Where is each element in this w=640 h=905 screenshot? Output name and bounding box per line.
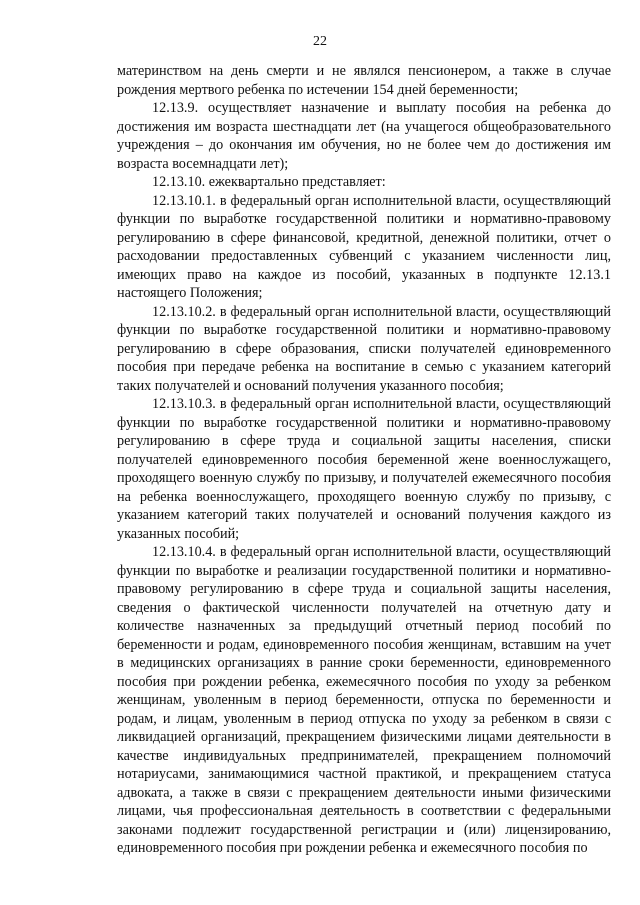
paragraph-12-13-10-2: 12.13.10.2. в федеральный орган исполнительной власти, осуществляющий функции по выработке государственной политики и нормативно-правовому регулированию в сфере образования, списки получателей единовременного пособия при передаче ребенка на воспитание в семью с указанием категорий таких получателей и оснований получения указанного пособия; <box>117 303 611 394</box>
paragraph-continuation: материнством на день смерти и не являлся пенсионером, а также в случае рождения мертвого ребенка по истечении 154 дней беременности; <box>117 63 611 98</box>
document-body <box>117 62 611 858</box>
paragraph-12-13-10-3: 12.13.10.3. в федеральный орган исполнительной власти, осуществляющий функции по выработке государственной политики и нормативно-правовому регулированию в сфере труда и социальной защиты населения, списки получателей единовременного пособия беременной жене военнослужащего, проходящего военную службу по призыву, и получателей ежемесячного пособия на ребенка военнослужащего, проходящего военную службу по призыву, с указанием категорий таких получателей и оснований получения каждого из указанных пособий; <box>117 396 611 542</box>
paragraph-12-13-9: 12.13.9. осуществляет назначение и выплату пособия на ребенка до достижения им возраста шестнадцати лет (на учащегося общеобразовательного учреждения – до окончания им обучения, но не более чем до достижения им возраста восемнадцати лет); <box>117 100 611 172</box>
page-number: 22 <box>313 34 327 49</box>
paragraph-12-13-10-1: 12.13.10.1. в федеральный орган исполнительной власти, осуществляющий функции по выработке государственной политики и нормативно-правовому регулированию в сфере финансовой, кредитной, денежной политики, отчет о расходовании предоставленных субвенций с указанием численности лиц, имеющих право на каждое из пособий, указанных в подпункте 12.13.1 настоящего Положения; <box>117 192 611 301</box>
paragraph-12-13-10-4: 12.13.10.4. в федеральный орган исполнительной власти, осуществляющий функции по выработке и реализации государственной политики и нормативно-правовому регулированию в сфере труда и социальной защиты населения, сведения о фактической численности получателей на отчетную дату и количестве назначенных за предыдущий отчетный период пособий по беременности и родам, единовременного пособия женщинам, вставшим на учет в медицинских организациях в ранние сроки беременности, единовременного пособия при рождении ребенка, ежемесячного пособия по уходу за ребенком женщинам, уволенным в период беременности, отпуска по беременности и родам, и лицам, уволенным в период отпуска по уходу за ребенком в связи с ликвидацией организаций, прекращением физическими лицами деятельности в качестве индивидуальных предпринимателей, прекращением полномочий нотариусами, занимающимися частной практикой, и прекращением статуса адвоката, а также в связи с прекращением деятельности иными физическими лицами, чья профессиональная деятельность в соответствии с федеральными законами подлежит государственной регистрации и (или) лицензированию, единовременного пособия при рождении ребенка и ежемесячного пособия по <box>117 544 611 856</box>
paragraph-12-13-10: 12.13.10. ежеквартально представляет: <box>152 174 386 190</box>
